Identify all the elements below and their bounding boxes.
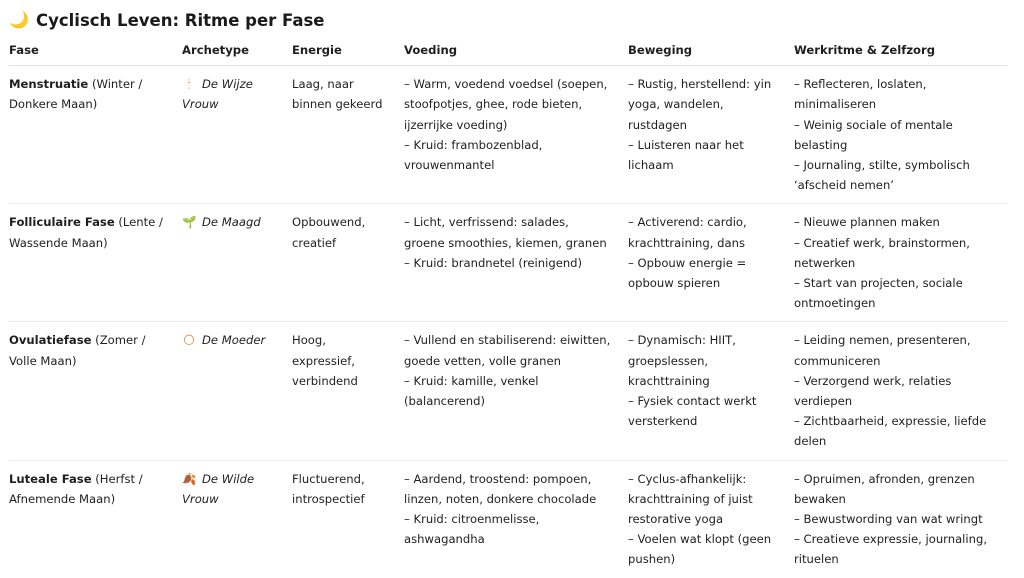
phase-season: (Zomer / Volle Maan) [9,333,146,368]
table-row [9,66,1007,204]
movement-line: – Fysiek contact werkt versterkend [628,394,757,429]
phase-cell [9,66,182,204]
table-header-row [9,38,1007,66]
movement-line: – Voelen wat klopt (geen pushen) [628,532,772,567]
energy-cell: Hoog, expressief, verbindend [292,322,404,460]
food-line: – Aardend, troostend: pompoen, linzen, noten, donkere chocolade [404,471,597,506]
column-header-voeding: Voeding [404,38,628,66]
wise-woman-icon: 🕯 [187,77,191,92]
movement-cell [628,460,794,578]
phase-season: (Lente / Wassende Maan) [9,215,163,250]
movement-line: – Luisteren naar het lichaam [628,137,744,173]
food-line: – Licht, verfrissend: salades, groene smoothies, kiemen, granen [404,215,607,250]
energy-cell: Laag, naar binnen gekeerd [292,66,404,204]
movement-line: – Activerend: cardio, krachttraining, dans [628,215,747,250]
food-cell [404,322,628,460]
energy-cell: Opbouwend, creatief [292,204,404,322]
phase-season: (Herfst / Afnemende Maan) [9,471,143,506]
work-line: – Creatief werk, brainstormen, netwerken [794,235,970,270]
movement-line: – Opbouw energie = opbouw spieren [628,255,747,291]
phase-cell [9,204,182,322]
archetype-name: De Maagd [202,215,261,230]
work-line: – Weinig sociale of mentale belasting [794,117,953,152]
movement-line: – Dynamisch: HIIT, groepslessen, krachttraining [628,333,736,388]
phase-name: Folliculaire Fase [9,215,115,230]
archetype-name: De Wilde Vrouw [182,471,255,506]
food-cell [404,204,628,322]
energy-cell: Fluctuerend, introspectief [292,471,365,506]
archetype-cell [182,66,292,204]
work-line: – Reflecteren, loslaten, minimaliseren [794,77,927,112]
column-header-beweging: Beweging [628,38,794,66]
table-row [9,322,1007,460]
phase-cell [9,322,182,460]
work-cell [794,322,1007,460]
food-line: – Kruid: frambozenblad, vrouwenmantel [404,137,543,173]
work-line: – Nieuwe plannen maken [794,215,940,230]
phase-cell [9,460,182,578]
column-header-werkritme: Werkritme & Zelfzorg [794,38,1007,66]
archetype-name: De Moeder [202,333,266,348]
food-line: – Vullend en stabiliserend: eiwitten, goede vetten, volle granen [404,333,611,368]
phase-season: (Winter / Donkere Maan) [9,77,143,112]
work-cell [794,66,1007,204]
autumn-leaves-icon: 🍂 [182,471,197,486]
work-line: – Leiding nemen, presenteren, communiceren [794,333,971,368]
movement-line: – Rustig, herstellend: yin yoga, wandelen, rustdagen [628,77,772,132]
column-header-fase: Fase [9,38,182,66]
work-line: – Start van projecten, sociale ontmoetingen [794,276,963,311]
archetype-name: De Wijze Vrouw [182,77,253,112]
title-text: Cyclisch Leven: Ritme per Fase [36,10,325,30]
archetype-cell [182,322,292,460]
work-line: – Opruimen, afronden, grenzen bewaken [794,471,975,506]
movement-cell [628,204,794,322]
food-line: – Kruid: citroenmelisse, ashwagandha [404,512,540,547]
column-header-archetype: Archetype [182,38,292,66]
food-line: – Warm, voedend voedsel (soepen, stoofpotjes, ghee, rode bieten, ijzerrijke voeding) [404,77,608,132]
work-cell [794,204,1007,322]
work-line: – Zichtbaarheid, expressie, liefde delen [794,414,987,449]
crescent-moon-icon: 🌙 [9,10,29,29]
work-line: – Bewustwording van wat wringt [794,512,983,527]
food-line: – Kruid: brandnetel (reinigend) [404,255,583,270]
work-line: – Creatieve expressie, journaling, rituelen [794,532,988,567]
table-row [9,460,1007,578]
full-moon-icon: 🌕 [182,333,196,348]
phase-name: Luteale Fase [9,471,92,486]
food-cell [404,460,628,578]
phase-name: Menstruatie [9,77,89,92]
archetype-cell [182,204,292,322]
work-line: – Journaling, stilte, symbolisch ‘afscheid nemen’ [794,158,970,193]
movement-line: – Cyclus-afhankelijk: krachttraining of juist restorative yoga [628,471,753,527]
sprout-icon: 🌱 [182,215,197,230]
food-cell [404,66,628,204]
work-line: – Verzorgend werk, relaties verdiepen [794,373,952,409]
phase-table [9,38,1007,578]
archetype-cell [182,460,292,578]
page-title [9,9,325,31]
table-row [9,204,1007,322]
column-header-energie: Energie [292,38,404,66]
work-cell [794,460,1007,578]
phase-name: Ovulatiefase [9,333,92,348]
movement-cell [628,66,794,204]
food-line: – Kruid: kamille, venkel (balancerend) [404,373,539,409]
movement-cell [628,322,794,460]
